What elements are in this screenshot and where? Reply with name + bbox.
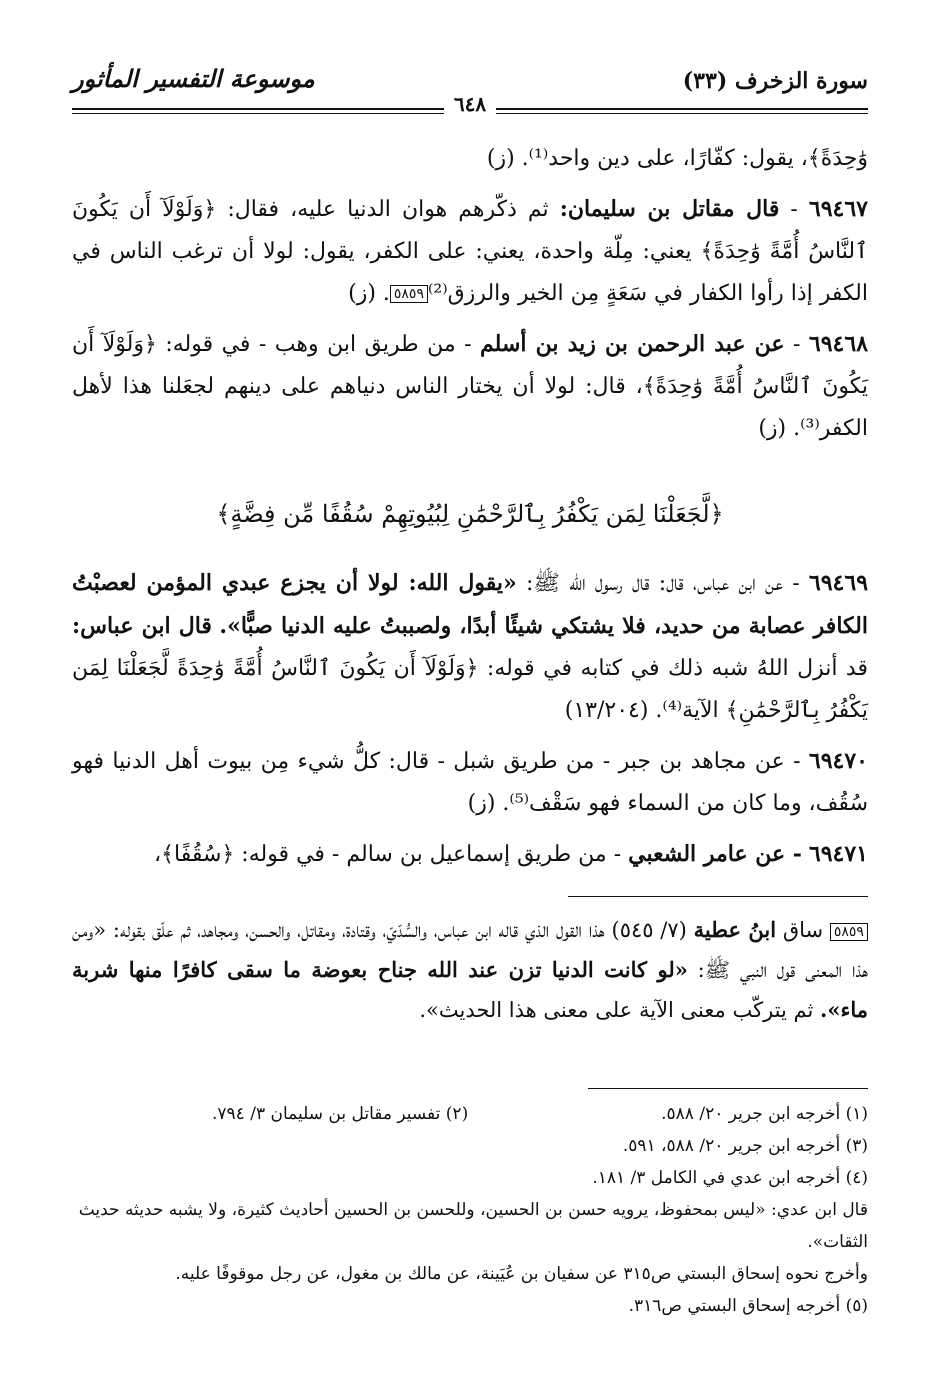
paragraph-69468: ٦٩٤٦٨ - عن عبد الرحمن بن زيد بن أسلم - من طريق ابن وهب - في قوله: ﴿وَلَوْلَآ أَن يَكُونَ ٱلنَّاسُ أُمَّةً وَٰحِدَةً﴾، قال: لولا أن يختار الناس دنياهم على دينهم لجعَلنا هذا لأهل الكفر⁽³⁾. (ز) bbox=[72, 331, 869, 441]
entry-number: ٦٩٤٧٠ bbox=[808, 748, 868, 774]
footnote-1: (١) أخرجه ابن جرير ٢٠/ ٥٨٨. bbox=[661, 1104, 868, 1124]
commentary-ref-box: ٥٨٥٩ bbox=[390, 285, 428, 303]
paragraph-69470 bbox=[72, 740, 868, 825]
entry-text: ثم ذكّرهم هوان الدنيا عليه، فقال: ﴿وَلَوْلَآ أَن يَكُونَ ٱلنَّاسُ أُمَّةً وَٰحِدَةً﴾ يعني: مِلّة واحدة، يعني: على الكفر، يقول: لولا أن ترغب الناس في الكفر إذا رأوا الكفار في سَعَةٍ مِن الخير والرزق⁽²⁾ bbox=[72, 197, 868, 306]
footnote-4-c: وأخرج نحوه إسحاق البستي ص٣١٥ عن سفيان بن عُيَينة، عن مالك بن مغول، عن رجل موقوفًا عليه. bbox=[175, 1264, 868, 1284]
footnote-5: (٥) أخرجه إسحاق البستي ص٣١٦. bbox=[628, 1296, 868, 1316]
main-text bbox=[72, 138, 868, 884]
entry-text: - عن ابن عباس، قال: قال رسول الله ﷺ: bbox=[526, 571, 800, 596]
narrator-name: - عن عامر الشعبي bbox=[628, 841, 802, 867]
commentary-text-a: ساق bbox=[782, 918, 824, 942]
book-title: موسوعة التفسير المأثور bbox=[72, 64, 315, 93]
commentary-box-number: ٥٨٥٩ bbox=[830, 923, 868, 941]
hadith-text: «يقول الله: لولا أن يجزع عبدي المؤمن لعصبْتُ الكافر عصابة من حديد، فلا يشتكي شيئًا أبدًا، ولصببتُ عليه الدنيا صبًّا». bbox=[72, 570, 868, 639]
narrator-name: قال ابن عباس: bbox=[72, 613, 212, 639]
commentary-separator bbox=[568, 896, 868, 897]
entry-number: ٦٩٤٦٨ bbox=[808, 331, 869, 357]
footnote-4-b: قال ابن عدي: «ليس بمحفوظ، يرويه حسن بن الحسين، وللحسن بن الحسين أحاديث كثيرة، ولا يشبه حديثه حديث الثقات». bbox=[78, 1200, 868, 1252]
entry-text: - من طريق ابن وهب - في قوله: ﴿وَلَوْلَآ أَن يَكُونَ ٱلنَّاسُ أُمَّةً وَٰحِدَةً﴾، قال: لولا أن يختار الناس دنياهم على دينهم لجعَلنا هذا لأهل الكفر⁽³⁾. (ز) bbox=[72, 332, 868, 441]
commentary-text-c: ثم يتركّب معنى الآية على معنى هذا الحديث». bbox=[419, 998, 814, 1022]
entry-text-2: قد أنزل اللهُ شبه ذلك في كتابه في قوله: ﴿وَلَوْلَآ أَن يَكُونَ ٱلنَّاسُ أُمَّةً وَٰحِدَةً لَّجَعَلْنَا لِمَن يَكْفُرُ بِٱلرَّحْمَٰنِ﴾ الآية⁽⁴⁾. (١٣/٢٠٤) bbox=[72, 656, 868, 723]
page-number: ٦٤٨ bbox=[444, 92, 496, 116]
surah-title: سورة الزخرف (٣٣) bbox=[682, 68, 868, 94]
footnote-separator bbox=[588, 1088, 868, 1089]
commentary-hadith: «لو كانت الدنيا تزن عند الله جناح بعوضة ما سقى كافرًا منها شربة ماء». bbox=[72, 957, 868, 1022]
narrator-name: عن عبد الرحمن بن زيد بن أسلم bbox=[480, 331, 785, 357]
page-number-wrap bbox=[0, 92, 940, 116]
paragraph-69467: ٦٩٤٦٧ - قال مقاتل بن سليمان: ثم ذكّرهم هوان الدنيا عليه، فقال: ﴿وَلَوْلَآ أَن يَكُونَ ٱلنَّاسُ أُمَّةً وَٰحِدَةً﴾ يعني: مِلّة واحدة، يعني: على الكفر، يقول: لولا أن ترغب الناس في الكفر إذا رأوا الكفار في سَعَةٍ مِن الخير والرزق⁽²⁾٥٨٥٩. (ز) bbox=[72, 196, 868, 306]
commentary-note bbox=[72, 910, 868, 1030]
paragraph-69469 bbox=[72, 562, 868, 732]
paragraph-0 bbox=[72, 138, 868, 180]
commentary-author: ابنُ عطية bbox=[693, 917, 777, 942]
commentary-text-b: (٧/ ٥٤٥) هذا القول الذي قاله ابن عباس، والسُّدّيّ، وقتادة، ومقاتل، والحسن، ومجاهد، ثم علّق بقوله: «ومن هذا المعنى قول النبي ﷺ: bbox=[72, 918, 868, 982]
entry-end: . (ز) bbox=[348, 281, 390, 306]
entry-number: ٦٩٤٦٩ bbox=[808, 570, 869, 596]
paragraph-0-text: وَٰحِدَةً﴾، يقول: كفّارًا، على دين واحد⁽¹⁾. (ز) bbox=[486, 146, 868, 171]
entry-number: ٦٩٤٧١ bbox=[808, 841, 868, 867]
verse-heading: ﴿لَّجَعَلْنَا لِمَن يَكْفُرُ بِٱلرَّحْمَٰنِ لِبُيُوتِهِمْ سُقُفًا مِّن فِضَّةٍ﴾ bbox=[216, 500, 724, 528]
entry-text: - من طريق إسماعيل بن سالم - في قوله: ﴿سُقُفًا﴾، bbox=[154, 842, 622, 867]
entry-text: - عن مجاهد بن جبر - من طريق شبل - قال: كلُّ شيء مِن بيوت أهل الدنيا فهو سُقُف، وما كان من السماء فهو سَقْف⁽⁵⁾. (ز) bbox=[72, 749, 868, 816]
footnote-2: (٢) تفسير مقاتل بن سليمان ٣/ ٧٩٤. bbox=[212, 1104, 469, 1124]
entry-number: ٦٩٤٦٧ bbox=[808, 196, 868, 222]
footnote-4: (٤) أخرجه ابن عدي في الكامل ٣/ ١٨١. bbox=[592, 1168, 868, 1188]
paragraph-69471 bbox=[72, 833, 868, 876]
footnote-3: (٣) أخرجه ابن جرير ٢٠/ ٥٨٨، ٥٩١. bbox=[622, 1136, 868, 1156]
footnotes bbox=[72, 1098, 868, 1322]
footnote-row-1 bbox=[72, 1098, 868, 1130]
narrator-name: قال مقاتل بن سليمان: bbox=[559, 196, 780, 222]
